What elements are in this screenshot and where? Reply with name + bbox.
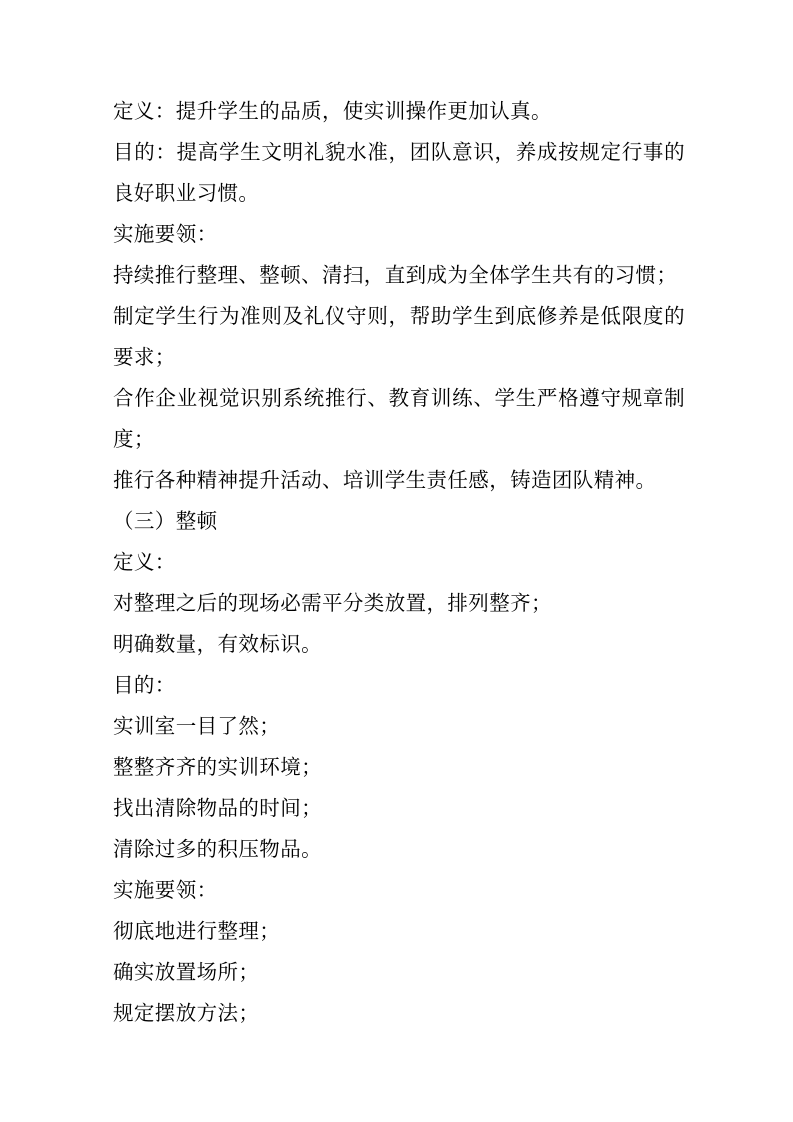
paragraph: 实施要领： — [113, 880, 218, 902]
document-body — [113, 92, 685, 1035]
paragraph: 定义： — [113, 552, 176, 574]
paragraph: 实施要领： — [113, 224, 218, 246]
paragraph: 合作企业视觉识别系统推行、教育训练、学生严格遵守规章制度； — [113, 388, 685, 451]
paragraph: 确实放置场所； — [113, 962, 260, 984]
paragraph: 推行各种精神提升活动、培训学生责任感，铸造团队精神。 — [113, 470, 657, 492]
paragraph: 制定学生行为准则及礼仪守则，帮助学生到底修养是低限度的要求； — [113, 306, 685, 369]
paragraph: 彻底地进行整理； — [113, 921, 281, 943]
paragraph: 定义：提升学生的品质，使实训操作更加认真。 — [113, 101, 552, 123]
paragraph: 持续推行整理、整顿、清扫，直到成为全体学生共有的习惯； — [113, 265, 678, 287]
paragraph: 对整理之后的现场必需平分类放置，排列整齐； — [113, 593, 552, 615]
paragraph: 目的：提高学生文明礼貌水准，团队意识，养成按规定行事的良好职业习惯。 — [113, 142, 685, 205]
paragraph: 找出清除物品的时间； — [113, 798, 322, 820]
paragraph: 整整齐齐的实训环境； — [113, 757, 322, 779]
paragraph: 规定摆放方法； — [113, 1003, 260, 1025]
paragraph: 明确数量，有效标识。 — [113, 634, 322, 656]
section-heading: （三）整顿 — [113, 511, 218, 533]
paragraph: 实训室一目了然； — [113, 716, 281, 738]
paragraph: 目的： — [113, 675, 176, 697]
paragraph: 清除过多的积压物品。 — [113, 839, 322, 861]
